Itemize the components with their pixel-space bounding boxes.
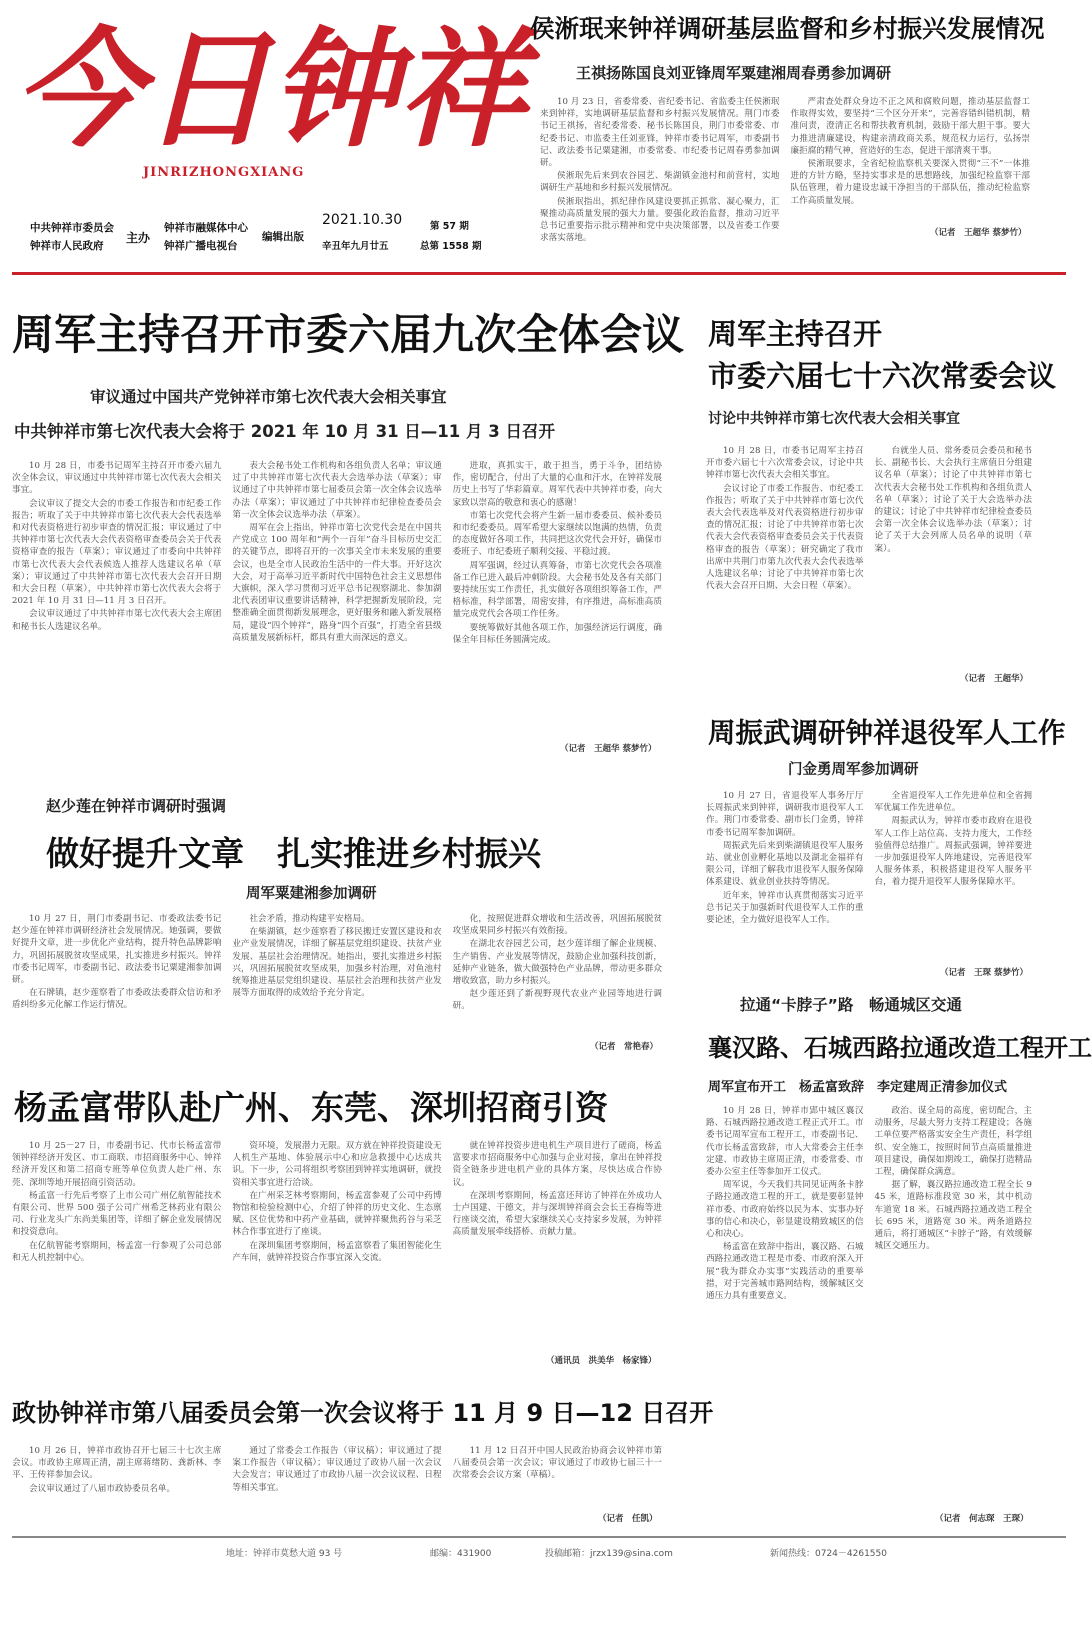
- issue-number: 第 57 期: [430, 221, 469, 232]
- article-byline: （记者 王超华 蔡梦竹）: [930, 228, 1027, 238]
- article-byline: （记者 王超华）: [960, 674, 1029, 684]
- footer-rule: [12, 1536, 1066, 1538]
- footer-hotline: 新闻热线：0724－4261550: [770, 1549, 887, 1559]
- masthead-pinyin: JINRIZHONGXIANG: [143, 165, 305, 180]
- article-subtitle-2: 中共钟祥市第七次代表大会将于 2021 年 10 月 31 日—11 月 3 日召开: [14, 422, 555, 441]
- article-byline: （记者 常艳春）: [590, 1042, 659, 1052]
- article-title-line-1: 周军主持召开: [708, 317, 883, 351]
- article-byline: （记者 任凯）: [598, 1514, 658, 1524]
- sponsor-line-1: 中共钟祥市委员会: [30, 222, 114, 234]
- masthead-rule: [12, 272, 1066, 275]
- article-body: 10 月 28 日，钟祥市郢中城区襄汉路、石城西路拉通改造工程正式开工。市委书记周军宣布工程开工，市委副书记、代市长杨孟富致辞，市人大常委会主任李定建、市政协主席周正清，市委常委、市委办公室主任等参加开工仪式。 周军说，今天我们共同见证两条卡脖子路拉通改造工程的开工，就是要彰显钟祥市委、市政府始终以民为本、实事办好事的信心和决心，彰显建设精致城区的信心和决心。 杨孟富在致辞中指出，襄汉路、石城西路拉通改造工程是市委、市政府深入开展“我为群众办实事”实践活动的重要举措，对于完善城市路网结构，缓解城区交通压力具有重要意义。 政治、谋全局的高度，密切配合，主动服务，尽最大努力支持工程建设；各施工单位要严格落实安全生产责任，科学组织、安全施工，按照时间节点高质量推进项目建设，确保如期竣工，确保打造精品工程，确保群众满意。 据了解，襄汉路拉通改造工程全长 945 米，道路标准段宽 30 米，其中机动车道宽 18 米。石城西路拉通改造工程全长 695 米，道路宽 30 米。两条道路拉通后，将打通城区“卡脖子”路，有效缓解城区交通压力。: [706, 1106, 1032, 1302]
- article-subtitle: 王祺扬陈国良刘亚锋周军粟建湘周春勇参加调研: [576, 64, 892, 82]
- article-subtitle: 周军粟建湘参加调研: [246, 886, 377, 902]
- article-subtitle-1: 审议通过中国共产党钟祥市第七次代表大会相关事宜: [90, 388, 447, 406]
- article-byline: （记者 何志琛 王琛）: [935, 1514, 1029, 1524]
- article-body: 10 月 25－27 日，市委副书记、代市长杨孟富带领钟祥经济开发区、市工商联、市招商服务中心、钟祥经济开发区和第二招商专班等单位负责人赴广州、东莞、深圳等地开展招商引资活动。 杨孟富一行先后考察了上市公司广州亿航智能技术有限公司、世界 500 强子公司广州希芝林药业有限公司、行业龙头广东尚美集团等，详细了解企业发展情况和投资意向。 在亿航智能考察期间，杨孟富一行参观了公司总部和无人机控制中心。 资环境，发展潜力无限。双方就在钟祥投资建设无人机生产基地、体验展示中心和应急救援中心达成共识。下一步，公司将组织考察团到钟祥实地调研，就投资相关事宜进行洽谈。 在广州采芝林考察期间，杨孟富参观了公司中药博物馆和检验检测中心，介绍了钟祥的历史文化、生态禀赋、区位优势和中药产业基础，就钟祥聚焦药谷与采芝林合作事宜进行了座谈。 在深圳集团考察期间，杨孟富察看了集团智能化生产车间，就钟祥投资合作事宜深入交流。 就在钟祥投资步进电机生产项目进行了磋商，杨孟富要求市招商服务中心加强与企业对接，拿出在钟祥投资全链条步进电机产业的具体方案，尽快达成合作协议。 在深圳考察期间，杨孟富还拜访了钟祥在外成功人士卢国建、干德文，并与深圳钟祥商会会长王春梅等进行座谈交流，希望大家继续关心支持家乡发展，为钟祥高质量发展牵线搭桥、贡献力量。: [12, 1141, 662, 1263]
- footer-postcode: 邮编：431900: [430, 1549, 492, 1559]
- article-kicker: 赵少莲在钟祥市调研时强调: [46, 797, 227, 815]
- article-subtitle: 周军宣布开工 杨孟富致辞 李定建周正清参加仪式: [708, 1080, 1008, 1095]
- issue-date: 2021.10.30: [322, 212, 403, 228]
- total-issue-number: 总第 1558 期: [420, 241, 482, 252]
- article-kicker: 拉通“卡脖子”路 畅通城区交通: [740, 996, 962, 1014]
- article-title: 侯淅珉来钟祥调研基层监督和乡村振兴发展情况: [530, 14, 1045, 43]
- logo-calligraphy: 今日钟祥: [14, 15, 527, 165]
- article-subtitle: 讨论中共钟祥市第七次代表大会相关事宜: [708, 411, 960, 427]
- article-subtitle: 门金勇周军参加调研: [788, 762, 919, 778]
- article-body: 10 月 28 日，市委书记周军主持召开市委六届九次全体会议，审议通过中共钟祥市第七次代表大会相关事宜。 会议审议了提交大会的市委工作报告和市纪委工作报告；听取了关于中共钟祥市第七次代表大会代表选举和对代表资格进行初步审查的情况汇报；审议通过了中共钟祥市第七次代表大会代表资格审查委员会关于代表资格审查的报告（草案）；审议通过了市委向中共钟祥市第七次代表大会代表候选人推荐人选建议名单（草案）；审议通过了中共钟祥市第七次代表大会召开日期和大会日程（草案），中共钟祥市第七次代表大会将于 2021 年 10 月 31 日—11 月 3 日召开。 会议审议通过了中共钟祥市第七次代表大会主席团和秘书长人选建议名单。 表大会秘书处工作机构和各组负责人名单；审议通过了中共钟祥市第七次代表大会选举办法（草案）；审议通过了中共钟祥市第七届委员会第一次全体会议选举办法（草案）；审议通过了中共钟祥市纪律检查委员会第一次全体会议选举办法（草案）。 周军在会上指出，钟祥市第七次党代会是在中国共产党成立 100 周年和“两个一百年”奋斗目标历史交汇的关键节点，即将召开的一次事关全市未来发展的重要会议，也是全市人民政治生活中的一件大事。开好这次大会，对于高举习近平新时代中国特色社会主义思想伟大旗帜，深入学习贯彻习近平总书记视察湖北、参加湖北代表团审议重要讲话精神，科学把握新发展阶段，完整准确全面贯彻新发展理念，更好服务和融入新发展格局，建设“四个钟祥”，路身“四个百强”，打造全省县级高质量发展新标杆，都具有重大而深远的意义。 进取，真抓实干，敢于担当，勇于斗争，团结协作，密切配合，付出了大量的心血和汗水，在钟祥发展历史上书写了华彩篇章。周军代表中共钟祥市委，向大家致以崇高的敬意和衷心的感谢！ 市第七次党代会将产生新一届市委委员、候补委员和市纪委委员。周军希望大家继续以饱满的热情，负责的态度做好各项工作，共同把这次党代会开好，确保市委班子、市纪委班子顺利交接、平稳过渡。 周军强调，经过认真筹备，市第七次党代会各项准备工作已进入最后冲刺阶段。大会秘书处及各有关部门要持续压实工作责任，扎实做好各项组织筹备工作，严格标准，科学部署，周密安排，有序推进，高标准高质量完成党代会各项工作任务。 要统筹做好其他各项工作，加强经济运行调度，确保全年目标任务圆满完成。: [12, 461, 662, 645]
- article-title: 杨孟富带队赴广州、东莞、深圳招商引资: [14, 1088, 608, 1127]
- footer-email: 投稿邮箱：jrzx139@sina.com: [545, 1549, 673, 1559]
- article-title: 周振武调研钟祥退役军人工作: [708, 717, 1066, 749]
- article-body: 10 月 27 日，省退役军人事务厅厅长周振武来到钟祥，调研我市退役军人工作。荆门市委常委、副市长门金勇，钟祥市委书记周军参加调研。 周振武先后来到柴湖镇退役军人服务站、就业创业孵化基地以及湖北金福祥有限公司，详细了解我市退役军人服务保障体系建设、就业创业扶持等情况。 近年来，钟祥市认真贯彻落实习近平总书记关于加强新时代退役军人工作的重要论述，全力做好退役军人工作。 全省退役军人工作先进单位和全省拥军优属工作先进单位。 周振武认为，钟祥市委市政府在退役军人工作上站位高、支持力度大，工作经验值得总结推广。周振武强调，钟祥要进一步加强退役军人阵地建设，完善退役军人服务体系，积极搭建退役军人服务平台，着力提升退役军人服务保障水平。: [706, 791, 1032, 926]
- article-title: 周军主持召开市委六届九次全体会议: [12, 310, 685, 359]
- article-byline: （记者 王琛 蔡梦竹）: [940, 968, 1028, 978]
- article-title: 政协钟祥市第八届委员会第一次会议将于 11 月 9 日—12 日召开: [12, 1399, 714, 1427]
- article-title: 襄汉路、石城西路拉通改造工程开工: [708, 1034, 1092, 1062]
- article-byline: （通讯员 洪美华 杨家锋）: [546, 1356, 657, 1366]
- article-byline: （记者 王超华 蔡梦竹）: [560, 744, 657, 754]
- article-body: 10 月 26 日，钟祥市政协召开七届三十七次主席会议。市政协主席周正清，副主席蒋绪防、龚新林、李平、王传祥参加会议。 会议审议通过了八届市政协委员名单。 通过了常委会工作报告（审议稿）；审议通过了提案工作报告（审议稿）；审议通过了政协八届一次会议大会发言；审议通过了市政协八届一次会议议程、日程等相关事宜。 11 月 12 日召开中国人民政治协商会议钟祥市第八届委员会第一次会议；审议通过了市政协七届三十一次常委会会议方案（草稿）。: [12, 1446, 662, 1494]
- article-body: 10 月 28 日，市委书记周军主持召开市委六届七十六次常委会议，讨论中共钟祥市第七次代表大会相关事宜。 会议讨论了市委工作报告、市纪委工作报告；听取了关于中共钟祥市第七次代表大会代表选举及对代表资格进行初步审查的情况汇报；讨论了中共钟祥市第七次代表大会代表资格审查委员会关于代表资格审查的报告（草案）；研究确定了我市出席中共荆门市第九次代表大会代表选举人选建议名单；讨论了中共钟祥市第七次代表大会召开日期、大会日程（草案）。 台就坐人员、常务委员会委员和秘书长、副秘书长、大会执行主席值日分组建议名单（草案）；讨论了中共钟祥市第七次代表大会秘书处工作机构和各组负责人名单（草案）；讨论了关于大会选举办法的建议；讨论了中共钟祥市纪律检查委员会第一次全体会议选举办法（草案）；讨论了关于大会列席人员名单的说明（草案）。: [706, 446, 1032, 592]
- footer-address: 地址：钟祥市莫愁大道 93 号: [226, 1549, 343, 1559]
- article-body: 10 月 23 日，省委常委、省纪委书记、省监委主任侯淅珉来到钟祥，实地调研基层监督和乡村振兴发展情况。荆门市委书记王祺扬，省纪委常委、秘书长陈国良，荆门市委常委、市纪委书记、市监委主任刘亚锋，钟祥市委书记周军，市委副书记、政法委书记粟建湘，市委常委、市纪委书记周春勇参加调研。 侯淅珉先后来到农谷园艺、柴湖镇金池村和前营村，实地调研生产基地和乡村振兴发展情况。 侯淅珉指出，抓纪律作风建设要抓正抓常、凝心聚力，汇聚推动高质量发展的强大力量。要强化政治监督，推动习近平总书记重要指示批示精神和党中央决策部署，以及省委工作要求落实落地。 严肃查处群众身边不正之风和腐败问题，推动基层监督工作取得实效，要坚持“三个区分开来”，完善容错纠错机制，精准问责，澄清正名和帮扶教育机制，鼓励干部大胆干事。要大力推进清廉建设，构建亲清政商关系，规范权力运行，弘扬崇廉拒腐的精气神，营造好的生态，促进干部清爽干事。 侯淅珉要求，全省纪检监察机关要深入贯彻“三不”一体推进的方针方略，坚持实事求是的思想路线，加强纪检监察干部队伍管理，着力建设忠诚干净担当的干部队伍，推动纪检监察工作高质量发展。: [540, 97, 1030, 244]
- publisher-line-2: 钟祥广播电视台: [164, 240, 238, 252]
- publisher-line-1: 钟祥市融媒体中心: [164, 222, 248, 234]
- article-title: 做好提升文章 扎实推进乡村振兴: [46, 834, 541, 873]
- sponsor-line-2: 钟祥市人民政府: [30, 240, 104, 252]
- publisher-role: 编辑出版: [262, 231, 304, 243]
- newspaper-logo: [14, 15, 527, 168]
- article-body: 10 月 27 日，荆门市委副书记、市委政法委书记赵少莲在钟祥市调研经济社会发展情况。她强调，要做好提升文章，进一步优化产业结构，提升特色品牌影响力，巩固拓展脱贫攻坚成果，扎实推进乡村振兴。钟祥市委书记周军，市委副书记、政法委书记粟建湘参加调研。 在石牌镇，赵少莲察看了市委政法委群众信访和矛盾纠纷多元化解工作运行情况。 社会矛盾，推动构建平安格局。 在柴湖镇，赵少莲察看了移民搬迁安置区建设和农业产业发展情况，详细了解基层党组织建设、扶贫产业发展、基层社会治理情况。她指出，要扎实推进乡村振兴，巩固拓展脱贫攻坚成果，加强乡村治理，对鱼池村统筹推进基层党组织建设、基层社会治理和扶贫产业发展等方面取得的成效给予充分肯定。 化，按照促进群众增收和生活改善，巩固拓展脱贫攻坚成果同乡村振兴有效衔接。 在湖北农谷园艺公司，赵少莲详细了解企业规模、生产销售、产业发展等情况，鼓励企业加强科技创新，延伸产业链条，做大做强特色产业品牌，带动更多群众增收致富，助力乡村振兴。 赵少莲还到了新视野现代农业产业园等地进行调研。: [12, 914, 662, 1012]
- article-title-line-2: 市委六届七十六次常委会议: [708, 359, 1057, 393]
- sponsor-role: 主办: [126, 231, 151, 245]
- lunar-date: 辛丑年九月廿五: [322, 241, 389, 252]
